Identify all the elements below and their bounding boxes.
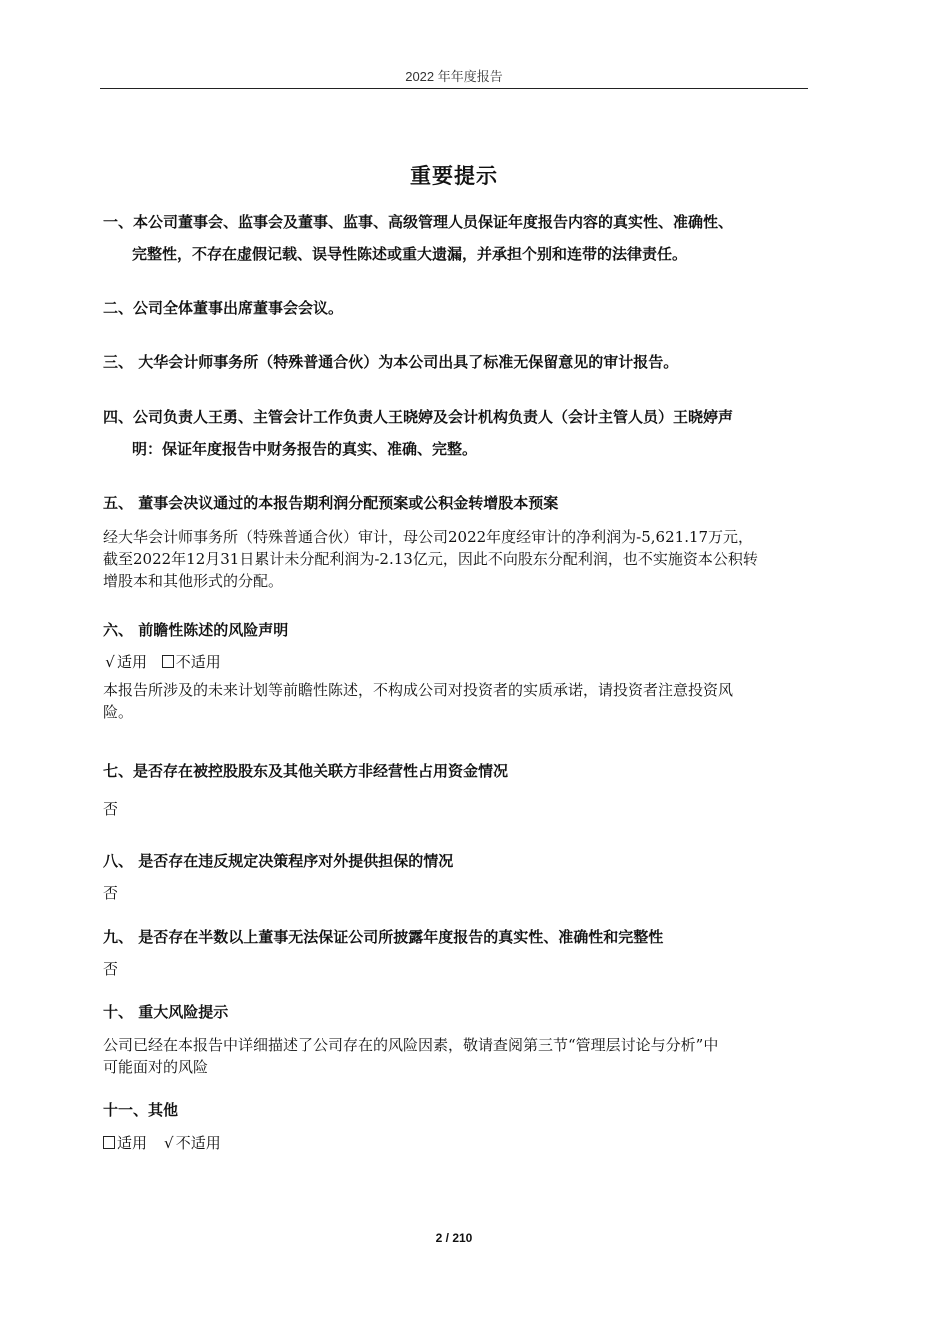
check-mark-icon: √	[105, 653, 115, 671]
applicable-label: 适用	[117, 653, 148, 671]
item-8-heading	[103, 845, 813, 877]
item-8-heading-text: 八、 是否存在违反规定决策程序对外提供担保的情况	[103, 852, 454, 870]
item-10-body-line-1: 公司已经在本报告中详细描述了公司存在的风险因素，敬请查阅第三节“管理层讨论与分析”中	[103, 1036, 719, 1054]
item-4-line-1: 四、公司负责人王勇、主管会计工作负责人王晓婷及会计机构负责人（会计主管人员）王晓婷声	[103, 408, 734, 426]
item-9-answer: 否	[103, 960, 119, 978]
check-mark-icon: √	[164, 1134, 174, 1152]
item-6-heading: 六、 前瞻性陈述的风险声明	[103, 621, 289, 639]
item-1-line-1: 一、本公司董事会、监事会及董事、监事、高级管理人员保证年度报告内容的真实性、准确性、	[103, 213, 734, 231]
item-5-body-line-3: 增股本和其他形式的分配。	[103, 572, 284, 590]
page-title: 重要提示	[410, 164, 498, 188]
item-10-heading-text: 十、 重大风险提示	[103, 1003, 229, 1021]
not-applicable-label: 不适用	[175, 1134, 221, 1152]
item-9-heading	[103, 921, 813, 953]
item-7-answer: 否	[103, 800, 119, 818]
item-2-line-1: 二、公司全体董事出席董事会会议。	[103, 299, 344, 317]
item-11-applicability	[103, 1132, 221, 1154]
item-5-body	[103, 526, 813, 592]
applicable-option-checked	[103, 651, 147, 673]
item-7-heading: 七、是否存在被控股股东及其他关联方非经营性占用资金情况	[103, 762, 509, 780]
report-header: 2022 年年度报告	[405, 69, 503, 84]
empty-checkbox-icon	[103, 1136, 115, 1149]
item-2	[103, 292, 813, 324]
header-rule	[100, 88, 808, 89]
item-11-heading: 十一、其他	[103, 1101, 179, 1119]
item-10-heading	[103, 996, 813, 1028]
item-5-body-line-1: 经大华会计师事务所（特殊普通合伙）审计，母公司2022年度经审计的净利润为-5,621.17万元，	[103, 528, 754, 546]
item-10-body-line-2: 可能面对的风险	[103, 1058, 209, 1076]
page-number: 2 / 210	[435, 1231, 473, 1245]
not-applicable-option-checked	[162, 1132, 221, 1154]
item-6-body-line-2: 险。	[103, 703, 134, 721]
applicable-label: 适用	[117, 1134, 148, 1152]
item-10-body	[103, 1034, 813, 1078]
item-8-answer: 否	[103, 884, 119, 902]
item-9-heading-text: 九、 是否存在半数以上董事无法保证公司所披露年度报告的真实性、准确性和完整性	[103, 928, 664, 946]
item-5-body-line-2: 截至2022年12月31日累计未分配利润为-2.13亿元，因此不向股东分配利润，也不实施资本公积转	[103, 550, 758, 568]
not-applicable-option	[162, 651, 221, 673]
item-6-applicability	[103, 651, 221, 673]
not-applicable-label: 不适用	[175, 653, 221, 671]
applicable-option	[103, 1132, 147, 1154]
item-4	[103, 401, 813, 465]
item-5-heading: 五、 董事会决议通过的本报告期利润分配预案或公积金转增股本预案	[103, 494, 559, 512]
item-1-line-2: 完整性，不存在虚假记载、误导性陈述或重大遗漏，并承担个别和连带的法律责任。	[132, 245, 688, 263]
item-4-line-2: 明：保证年度报告中财务报告的真实、准确、完整。	[132, 440, 478, 458]
item-6-body	[103, 679, 813, 723]
item-6-body-line-1: 本报告所涉及的未来计划等前瞻性陈述，不构成公司对投资者的实质承诺，请投资者注意投资风	[103, 681, 734, 699]
empty-checkbox-icon	[162, 655, 174, 668]
item-3	[103, 346, 813, 378]
item-3-line-1: 三、 大华会计师事务所（特殊普通合伙）为本公司出具了标准无保留意见的审计报告。	[103, 353, 679, 371]
item-1	[103, 206, 813, 270]
